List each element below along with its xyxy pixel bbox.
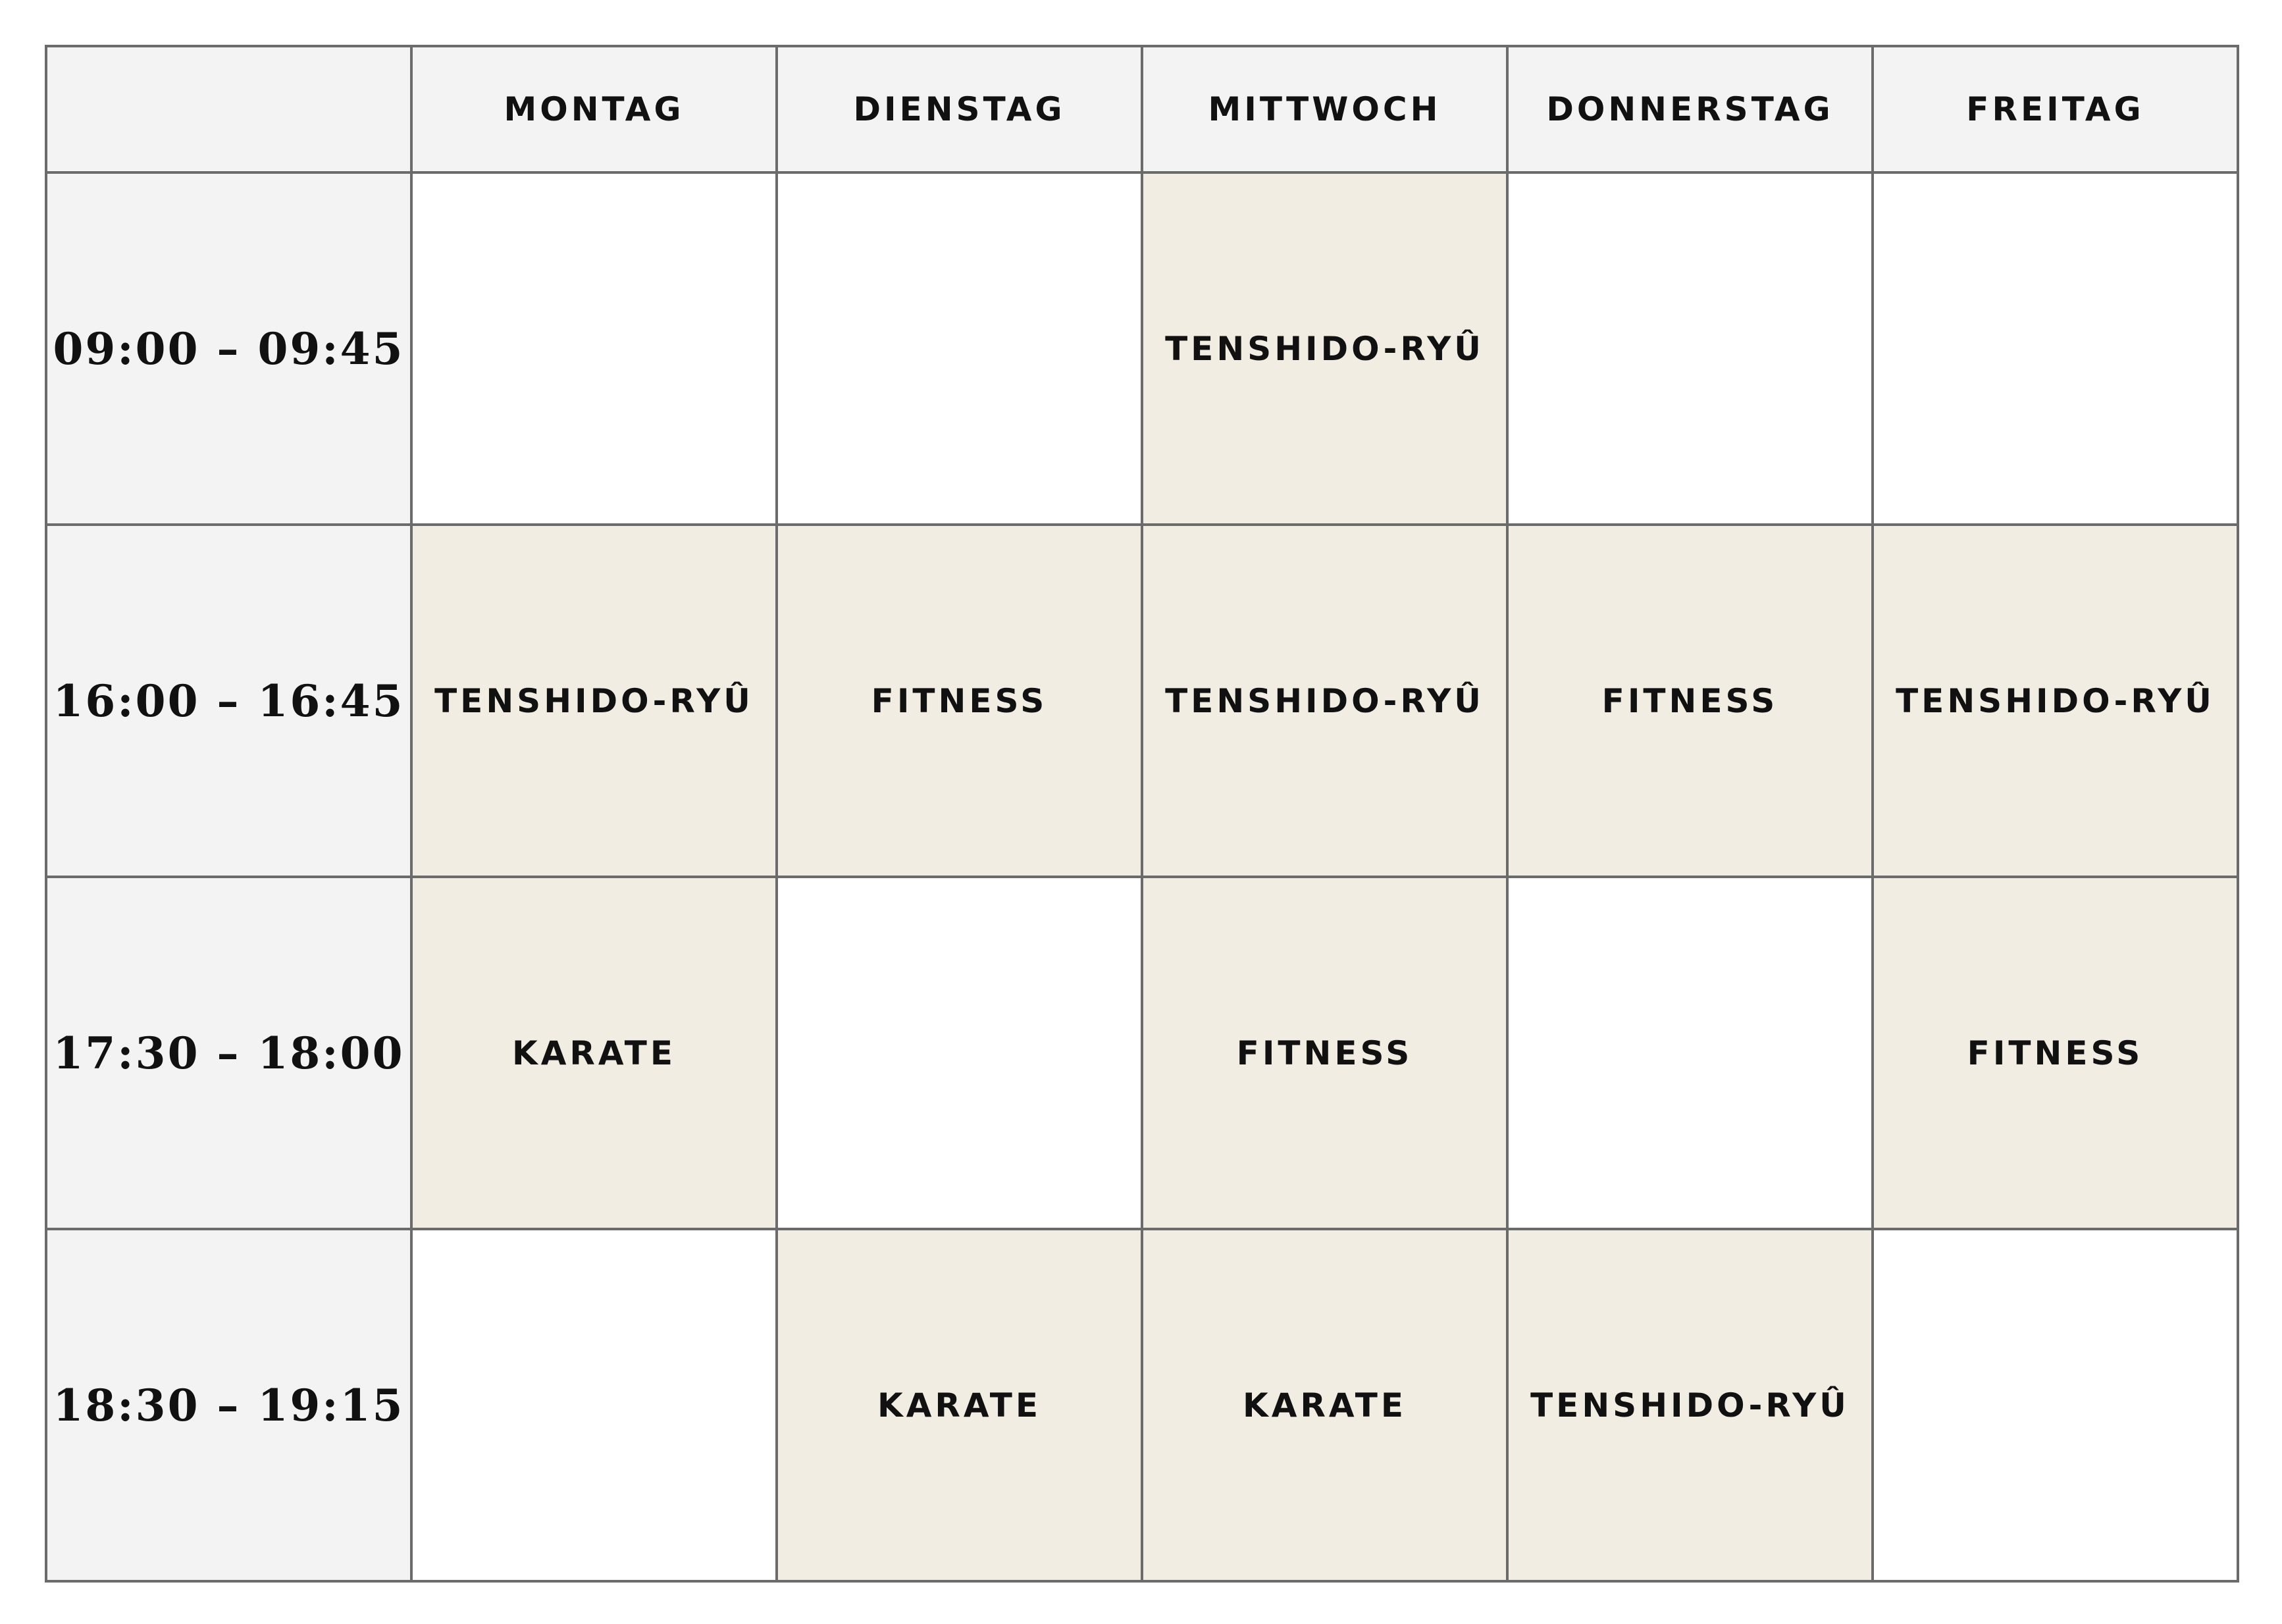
- class-cell: KARATE: [411, 877, 777, 1229]
- corner-cell: [46, 46, 411, 172]
- day-header-friday: FREITAG: [1873, 46, 2238, 172]
- time-row: [46, 877, 2238, 1229]
- class-cell: [411, 172, 777, 525]
- class-cell: TENSHIDO-RYÛ: [1873, 525, 2238, 877]
- class-cell: [777, 172, 1142, 525]
- class-cell: TENSHIDO-RYÛ: [1142, 525, 1507, 877]
- class-cell: FITNESS: [1507, 525, 1873, 877]
- day-header-monday: MONTAG: [411, 46, 777, 172]
- time-slot-label: 18:30 – 19:15: [46, 1229, 411, 1581]
- class-cell: KARATE: [1142, 1229, 1507, 1581]
- class-cell: KARATE: [777, 1229, 1142, 1581]
- class-cell: [1873, 172, 2238, 525]
- day-header-wednesday: MITTWOCH: [1142, 46, 1507, 172]
- class-cell: [777, 877, 1142, 1229]
- time-slot-label: 16:00 – 16:45: [46, 525, 411, 877]
- class-cell: TENSHIDO-RYÛ: [1507, 1229, 1873, 1581]
- weekly-schedule-table: [45, 45, 2239, 1583]
- time-slot-label: 09:00 – 09:45: [46, 172, 411, 525]
- class-cell: [411, 1229, 777, 1581]
- time-row: [46, 1229, 2238, 1581]
- day-header-tuesday: DIENSTAG: [777, 46, 1142, 172]
- class-cell: [1873, 1229, 2238, 1581]
- class-cell: TENSHIDO-RYÛ: [1142, 172, 1507, 525]
- time-slot-label: 17:30 – 18:00: [46, 877, 411, 1229]
- time-row: [46, 525, 2238, 877]
- class-cell: [1507, 172, 1873, 525]
- class-cell: [1507, 877, 1873, 1229]
- class-cell: FITNESS: [777, 525, 1142, 877]
- time-row: [46, 172, 2238, 525]
- class-cell: TENSHIDO-RYÛ: [411, 525, 777, 877]
- day-header-thursday: DONNERSTAG: [1507, 46, 1873, 172]
- header-row: [46, 46, 2238, 172]
- class-cell: FITNESS: [1873, 877, 2238, 1229]
- class-cell: FITNESS: [1142, 877, 1507, 1229]
